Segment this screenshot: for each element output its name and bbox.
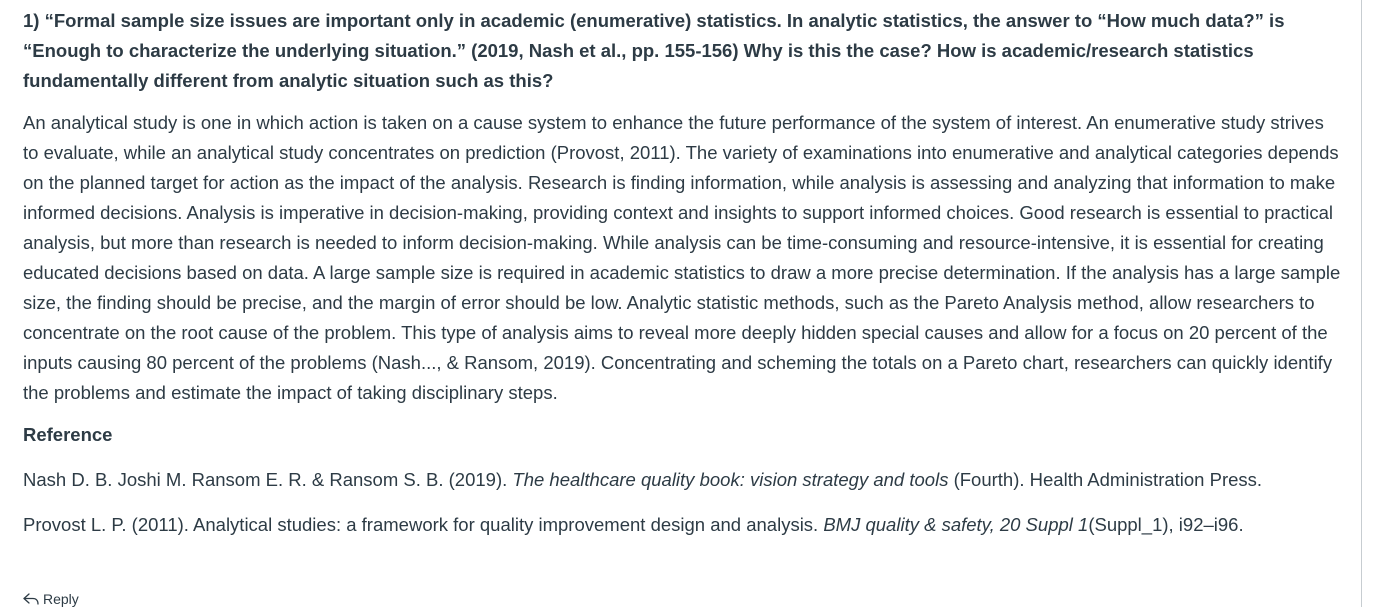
reply-label: Reply [43,591,79,607]
answer-paragraph: An analytical study is one in which action is taken on a cause system to enhance the future performance of the system of interest. An enumerative study strives to evaluate, while an analytical study concentrates on prediction (Provost, 2011). The variety of examinations into enumerative and analytical categories depends on the planned target for action as the impact of the analysis. Research is finding information, while analysis is assessing and analyzing that information to make informed decisions. Analysis is imperative in decision-making, providing context and insights to support informed choices. Good research is essential to practical analysis, but more than research is needed to inform decision-making. While analysis can be time-consuming and resource-intensive, it is essential for creating educated decisions based on data. A large sample size is required in academic statistics to draw a more precise determination. If the analysis has a large sample size, the finding should be precise, and the margin of error should be low. Analytic statistic methods, such as the Pareto Analysis method, allow researchers to concentrate on the root cause of the problem. This type of analysis aims to reveal more deeply hidden special causes and allow for a focus on 20 percent of the inputs causing 80 percent of the problems (Nash..., & Ransom, 2019). Concentrating and scheming the totals on a Pareto chart, researchers can quickly identify the problems and estimate the impact of taking disciplinary steps. [23,112,1341,403]
reference-item [23,465,1343,495]
reference-authors: Provost L. P. (2011). Analytical studies: a framework for quality improvement design and analysis. [23,514,824,535]
reference-pages: (Suppl_1), i92–i96. [1088,514,1244,535]
reference-heading: Reference [23,424,113,445]
reply-button[interactable] [23,590,79,608]
reference-title: The healthcare quality book: vision strategy and tools [512,469,949,490]
reference-item [23,510,1343,540]
reference-publisher: (Fourth). Health Administration Press. [948,469,1263,490]
reference-journal: BMJ quality & safety, 20 Suppl 1 [823,514,1089,535]
reply-arrow-icon [23,593,39,605]
reference-authors: Nash D. B. Joshi M. Ransom E. R. & Ransom S. B. (2019). [23,469,513,490]
post-content [23,6,1343,540]
question-text: 1) “Formal sample size issues are important only in academic (enumerative) statistics. In analytic statistics, the answer to “How much data?” is “Enough to characterize the underlying situation.” (2019, Nash et al., pp. 155-156) Why is this the case? How is academic/research statistics fundamentally different from analytic situation such as this? [23,10,1285,91]
